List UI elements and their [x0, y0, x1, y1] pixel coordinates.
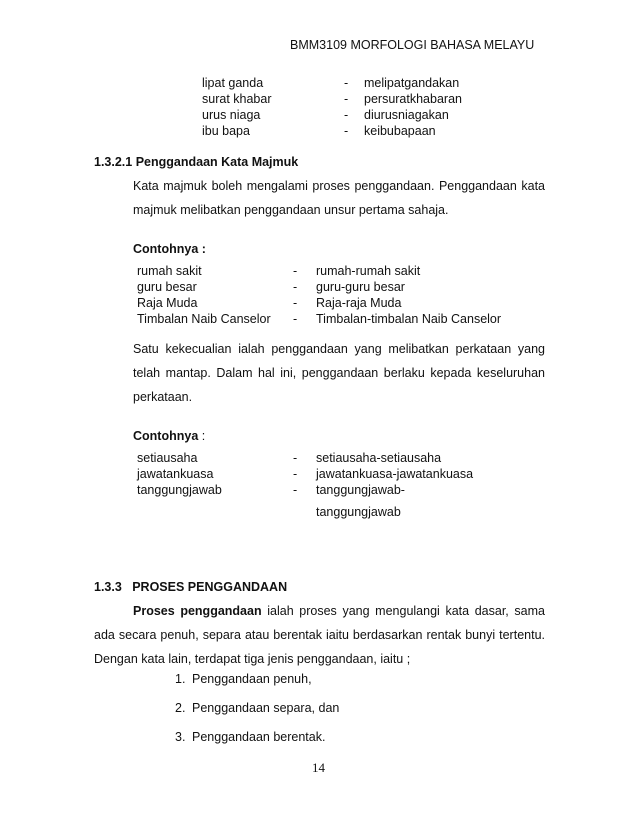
example-result: persuratkhabaran	[364, 92, 462, 106]
example-word: urus niaga	[202, 108, 261, 122]
paragraph-line: telah mantap. Dalam hal ini, penggandaan berlaku kepada keseluruhan	[133, 366, 545, 380]
contoh-label-text: Contohnya	[133, 429, 199, 443]
example-word: setiausaha	[137, 451, 198, 465]
contoh-label-colon: :	[198, 429, 206, 443]
list-item-text: Penggandaan berentak.	[192, 730, 326, 744]
example-result: rumah-rumah sakit	[316, 264, 421, 278]
example-dash: -	[293, 312, 298, 326]
example-result: jawatankuasa-jawatankuasa	[316, 467, 474, 481]
section-heading-133: 1.3.3 PROSES PENGGANDAAN	[94, 580, 288, 594]
example-dash: -	[344, 124, 349, 138]
term-proses-penggandaan: Proses penggandaan	[133, 604, 262, 618]
list-item-text: Penggandaan separa, dan	[192, 701, 340, 715]
example-dash: -	[293, 451, 298, 465]
contoh-label: Contohnya :	[133, 242, 206, 256]
section-heading-1321: 1.3.2.1 Penggandaan Kata Majmuk	[94, 155, 299, 169]
paragraph-line: perkataan.	[133, 390, 193, 404]
example-word: Timbalan Naib Canselor	[137, 312, 271, 326]
paragraph-line: Dengan kata lain, terdapat tiga jenis penggandaan, iaitu ;	[94, 652, 411, 666]
example-result: tanggungjawab-	[316, 483, 405, 497]
example-result: Timbalan-timbalan Naib Canselor	[316, 312, 502, 326]
contoh-label-2	[133, 429, 205, 443]
example-dash: -	[293, 467, 298, 481]
example-word: jawatankuasa	[137, 467, 214, 481]
example-result: Raja-raja Muda	[316, 296, 402, 310]
paragraph-line	[133, 604, 545, 618]
list-number: 1.	[175, 672, 186, 686]
example-word: rumah sakit	[137, 264, 202, 278]
example-dash: -	[293, 280, 298, 294]
paragraph-line: Kata majmuk boleh mengalami proses penggandaan. Penggandaan kata	[133, 179, 545, 193]
example-word: Raja Muda	[137, 296, 198, 310]
paragraph-line: majmuk melibatkan penggandaan unsur pertama sahaja.	[133, 203, 449, 217]
example-dash: -	[293, 296, 298, 310]
example-dash: -	[344, 108, 349, 122]
list-number: 2.	[175, 701, 186, 715]
list-item-text: Penggandaan penuh,	[192, 672, 312, 686]
example-dash: -	[344, 76, 349, 90]
paragraph-line: ada secara penuh, separa atau berentak iaitu berdasarkan rentak bunyi tertentu.	[94, 628, 545, 642]
example-result: diurusniagakan	[364, 108, 449, 122]
paragraph-text: ialah proses yang mengulangi kata dasar, sama	[261, 604, 545, 618]
example-word: guru besar	[137, 280, 197, 294]
example-word: ibu bapa	[202, 124, 250, 138]
list-number: 3.	[175, 730, 186, 744]
example-dash: -	[293, 264, 298, 278]
example-dash: -	[344, 92, 349, 106]
page-number: 14	[312, 760, 325, 775]
example-result: keibubapaan	[364, 124, 436, 138]
example-result-continuation: tanggungjawab	[316, 505, 401, 519]
example-result: melipatgandakan	[364, 76, 460, 90]
example-word: lipat ganda	[202, 76, 264, 90]
example-word: tanggungjawab	[137, 483, 222, 497]
page-header: BMM3109 MORFOLOGI BAHASA MELAYU	[290, 38, 535, 52]
example-dash: -	[293, 483, 298, 497]
example-word: surat khabar	[202, 92, 272, 106]
example-result: setiausaha-setiausaha	[316, 451, 442, 465]
example-result: guru-guru besar	[316, 280, 405, 294]
paragraph-line: Satu kekecualian ialah penggandaan yang melibatkan perkataan yang	[133, 342, 545, 356]
